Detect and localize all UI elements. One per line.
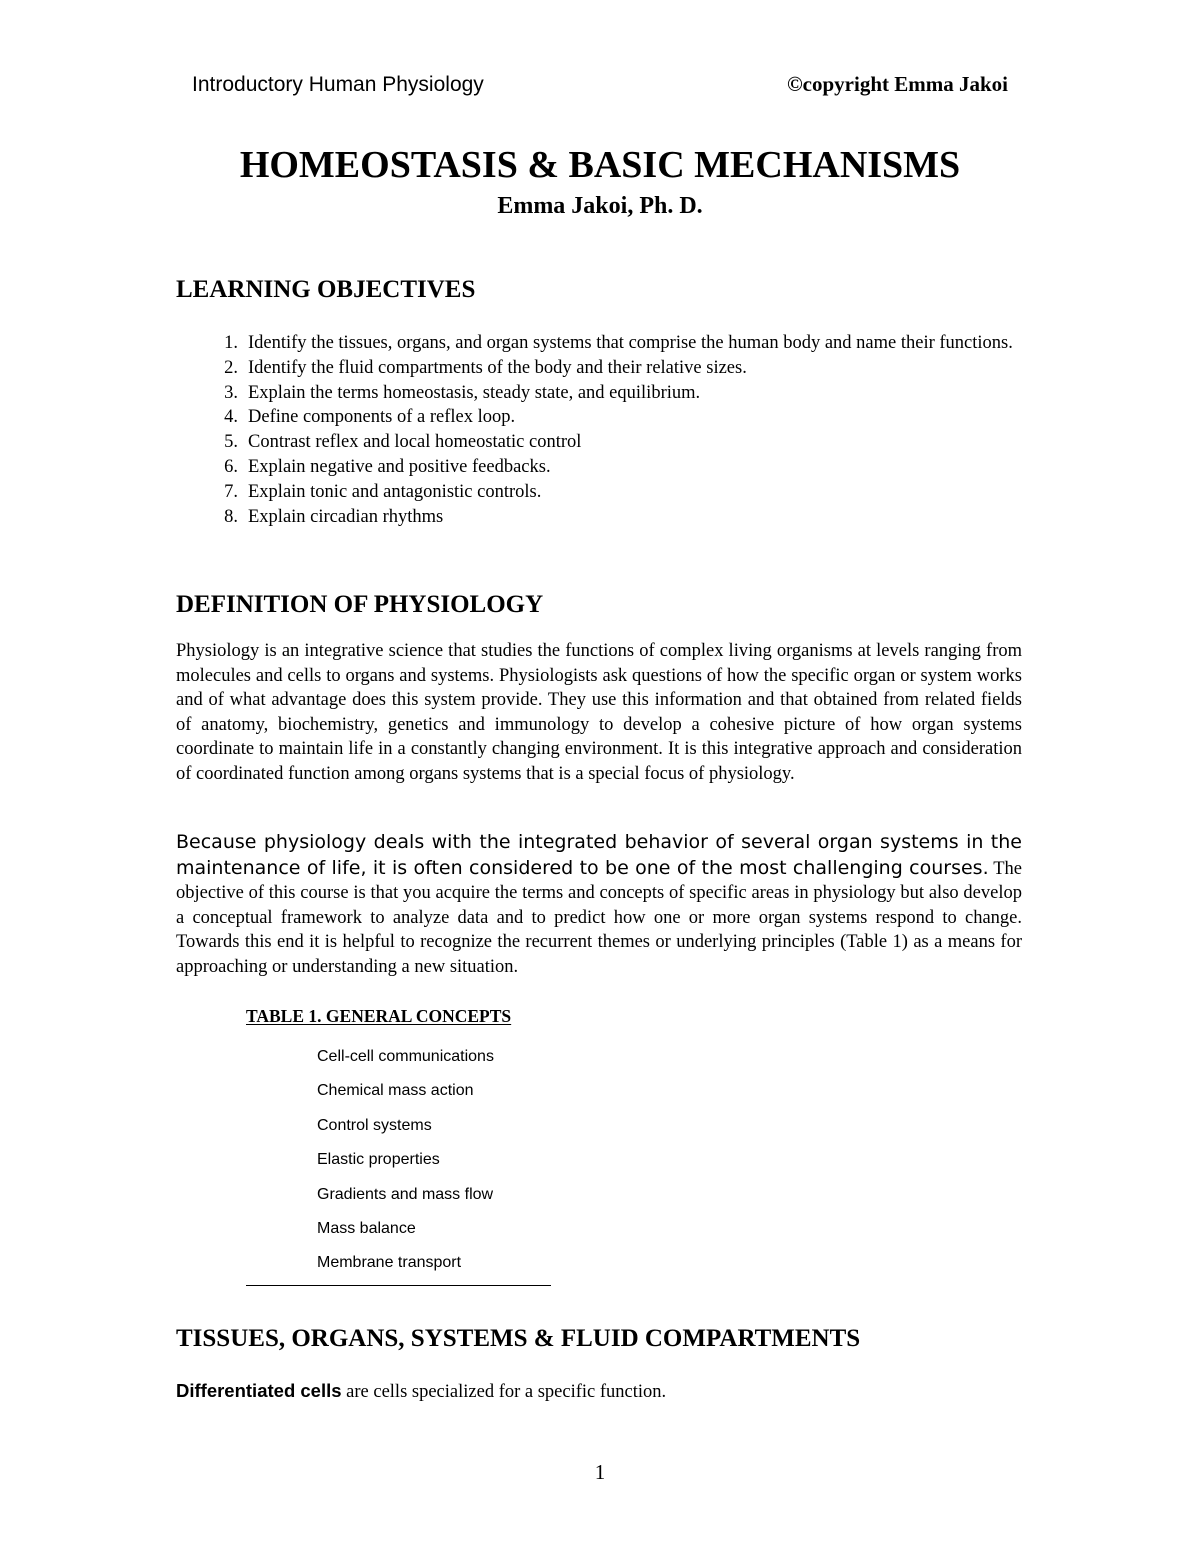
challenge-paragraph	[176, 830, 1022, 980]
learning-objectives-heading: LEARNING OBJECTIVES	[176, 276, 476, 303]
list-item: Control systems	[317, 1116, 432, 1134]
list-item: 5. Contrast reflex and local homeostatic control	[224, 432, 582, 453]
definition-paragraph: Physiology is an integrative science that studies the functions of complex living organisms at levels ranging from molecules and cells to organs and systems. Physiologists ask questions of how the specific organ or system works and of what advantage does this system provide. They use this information and that obtained from related fields of anatomy, biochemistry, genetics and immunology to develop a cohesive picture of how organ systems coordinate to maintain life in a constantly changing environment. It is this integrative approach and consideration of coordinated function among organs systems that is a special focus of physiology.	[176, 641, 1022, 784]
general-concepts-list	[317, 1040, 494, 1281]
list-item: Gradients and mass flow	[317, 1185, 494, 1203]
list-item: 8. Explain circadian rhythms	[224, 506, 444, 527]
differentiated-cells-term: Differentiated cells	[176, 1380, 342, 1401]
tissues-heading: TISSUES, ORGANS, SYSTEMS & FLUID COMPARTMENTS	[176, 1325, 861, 1352]
list-item: 7. Explain tonic and antagonistic controls.	[224, 481, 542, 502]
list-item: 1. Identify the tissues, organs, and organ systems that comprise the human body and name their functions.	[224, 333, 1013, 353]
copyright-notice: ©copyright Emma Jakoi	[786, 72, 1008, 96]
differentiated-cells-definition: are cells specialized for a specific function.	[341, 1382, 667, 1402]
list-item: Chemical mass action	[317, 1082, 474, 1100]
list-item: 4. Define components of a reflex loop.	[224, 407, 516, 428]
definition-heading: DEFINITION OF PHYSIOLOGY	[176, 591, 544, 618]
list-item: 3. Explain the terms homeostasis, steady state, and equilibrium.	[224, 382, 701, 403]
list-item: 6. Explain negative and positive feedbacks.	[224, 456, 551, 477]
challenge-paragraph-body: The objective of this course is that you acquire the terms and concepts of specific areas in physiology but also develop a conceptual framework to analyze data and to predict how one or more organ systems respond to change. Towards this end it is helpful to recognize the recurrent themes or underlying principles (Table 1) as a means for approaching or understanding a new situation.	[176, 858, 1022, 977]
page-number: 1	[594, 1460, 606, 1484]
table-caption: TABLE 1. GENERAL CONCEPTS	[246, 1006, 512, 1026]
author-name: Emma Jakoi, Ph. D.	[497, 193, 703, 219]
challenge-paragraph-lead: Because physiology deals with the integrated behavior of several organ systems in the maintenance of life, it is often considered to be one of the most challenging courses.	[176, 831, 1022, 879]
list-item: Mass balance	[317, 1220, 416, 1238]
differentiated-cells-paragraph	[176, 1380, 666, 1403]
list-item: 2. Identify the fluid compartments of the body and their relative sizes.	[224, 357, 747, 378]
list-item: Cell-cell communications	[317, 1048, 494, 1065]
table-bottom-rule	[246, 1285, 551, 1286]
list-item: Elastic properties	[317, 1151, 440, 1169]
page-title: HOMEOSTASIS & BASIC MECHANISMS	[239, 144, 961, 186]
learning-objectives-list	[176, 331, 1016, 529]
running-header	[192, 72, 1008, 97]
list-item: Membrane transport	[317, 1254, 462, 1272]
course-name: Introductory Human Physiology	[192, 73, 484, 96]
